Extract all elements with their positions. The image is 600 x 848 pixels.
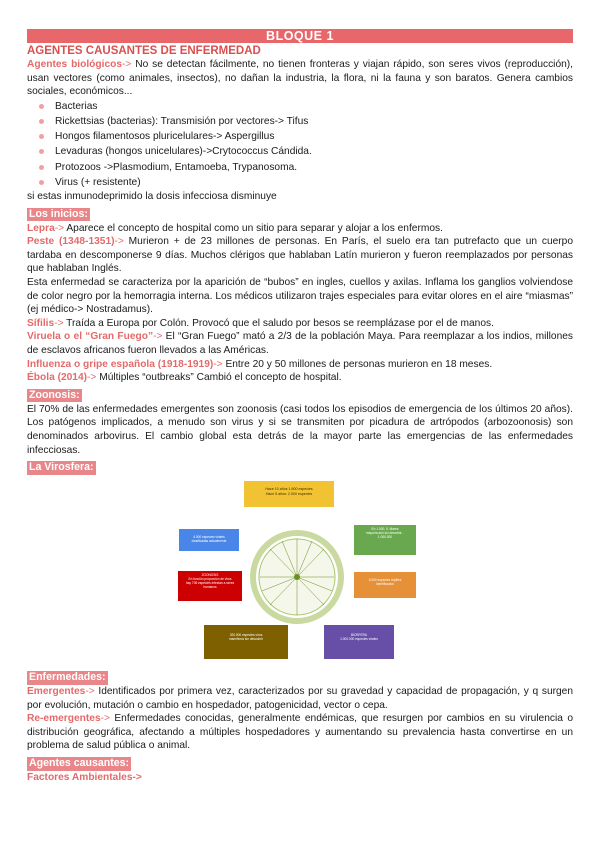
section-title-zoonosis: Zoonosis: <box>29 388 80 401</box>
entry-label: Factores Ambientales <box>27 772 133 784</box>
block-header: BLOQUE 1 <box>27 29 573 43</box>
entry-arrow: -> <box>213 358 223 370</box>
figure-box-text: 5.000 especies reptiles identificados <box>368 578 402 587</box>
entry-arrow: -> <box>85 686 95 698</box>
section-title-causantes: Agentes causantes: <box>29 757 130 770</box>
entry-sifilis <box>27 317 573 331</box>
section-title-virosfera: La Virosfera: <box>29 461 94 474</box>
entry-label: Viruela o el “Gran Fuego” <box>27 331 154 343</box>
figure-box-text: 4.000 especies virales clasificadas actualmente <box>191 535 227 544</box>
list-item: Levaduras (hongos unicelulares)->Crytococcus Cándida. <box>55 144 573 159</box>
entry-arrow: -> <box>100 713 110 725</box>
entry-arrow: -> <box>153 331 163 343</box>
main-heading: AGENTES CAUSANTES DE ENFERMEDAD <box>27 45 261 57</box>
list-item: Virus (+ resistente) <box>55 175 573 190</box>
entry-peste <box>27 235 573 276</box>
list-item: Bacterias <box>55 99 573 114</box>
figure-box-top <box>244 481 334 507</box>
entry-text: Múltiples “outbreaks” Cambió el concepto de hospital. <box>96 372 342 384</box>
figure-box-red <box>178 571 242 601</box>
entry-label: Ébola (2014) <box>27 372 88 384</box>
figure-box-purple <box>324 625 394 659</box>
entry-text: Identificados por primera vez, caracterizados por su gravedad y capacidad de propagación, y q surgen por evolución, mutación o cambio en hospedador, patogenicidad, vector o cepa. <box>27 686 573 711</box>
entry-arrow: -> <box>87 372 97 384</box>
entry-label: Peste (1348-1351) <box>27 236 115 248</box>
agentes-paragraph <box>27 58 573 99</box>
figure-box-text: ZOONOSIS En función proporción de virus hay 706 especies infectan a seres humanos <box>185 573 235 590</box>
agentes-label: Agentes biológicos <box>27 59 123 70</box>
entry-text: Traída a Europa por Colón. Provocó que el saludo por besos se reemplázase por el de manos. <box>63 317 494 329</box>
peste-extra: Esta enfermedad se caracteriza por la aparición de “bubos” en ingles, cuellos y axilas. Inflama los ganglios volviendose de color negro por la hemorragia interna. Los médicos utilizaron trajes especiales para evitar olores en el aire “miasmas” (ej médico-> Nostradamus). <box>27 276 573 316</box>
entry-arrow: -> <box>114 236 124 248</box>
figure-box-text: En 1.000, 5. Mares mayoría aún sin describir... 1.000.000 <box>365 527 405 540</box>
entry-label: Emergentes <box>27 686 86 698</box>
section-title-enfermedades: Enfermedades: <box>29 671 106 684</box>
virosphere-figure <box>174 479 420 661</box>
entry-label: Re-emergentes <box>27 713 101 725</box>
factores-ambientales <box>27 771 573 785</box>
entry-text: Enfermedades conocidas, generalmente endémicas, que resurgen por cambios en su virulencia o distribución geográfica, afectando a múltiples hospedadores y aumentando su prevalencia hasta convertirse en un problema de salud pública o animal. <box>27 713 573 752</box>
figure-box-olive <box>204 625 288 659</box>
list-item: Hongos filamentosos pluricelulares-> Aspergillus <box>55 129 573 144</box>
entry-arrow: -> <box>132 772 142 784</box>
entry-lepra <box>27 222 573 236</box>
figure-box-right-green <box>354 525 416 555</box>
entry-reemergentes <box>27 712 573 753</box>
entry-viruela <box>27 330 573 357</box>
figure-box-text: Hace 10 años 1.600 especies Hace 5 años: 2.000 especies <box>265 487 313 497</box>
entry-text: Aparece el concepto de hospital como un sitio para separar y alojar a los enfermos. <box>64 222 443 234</box>
section-title-inicios: Los inicios: <box>29 207 88 220</box>
entry-ebola <box>27 371 573 385</box>
agentes-list <box>27 99 573 190</box>
list-item: Protozoos ->Plasmodium, Entamoeba, Trypanosoma. <box>55 160 573 175</box>
figure-box-left <box>179 529 239 551</box>
entry-emergentes <box>27 685 573 712</box>
entry-label: Sífilis <box>27 317 55 329</box>
tree-root <box>294 574 300 580</box>
entry-arrow: -> <box>54 317 64 329</box>
agentes-arrow: -> <box>122 59 132 70</box>
agentes-text: No se detectan fácilmente, no tienen fronteras y viajan rápido, son seres vivos (reproducción), usan vectores (como animales, insectos), no dañan la industria, la flora, ni la fauna y son baratos. Genera cambios sociales, económicos... <box>27 59 573 98</box>
entry-influenza <box>27 358 573 372</box>
entry-arrow: -> <box>54 222 65 234</box>
zoonosis-text: El 70% de las enfermedades emergentes son zoonosis (casi todos los episodios de emergencia de los últimos 20 años). Los patógenos implicados, a menudo son virus y si se transmiten por picadura de artrópodos (arbozoonosis) son denominados arbovirus. El cambio global esta detrás de la mayor parte las emergencias de las enfermedades infecciosas. <box>27 403 573 456</box>
figure-box-orange <box>354 572 416 598</box>
entry-text: El “Gran Fuego” mató a 2/3 de la población Maya. Para reemplazar a los indios, millones de esclavos africanos fueron llevados a las Américas. <box>27 331 573 356</box>
figure-box-text: BIOSFERA 1.000.000 especies virales <box>340 633 378 642</box>
entry-label: Influenza o gripe española (1918-1919) <box>27 358 214 370</box>
agentes-closing: si estas inmunodeprimido la dosis infecciosa disminuye <box>27 191 277 202</box>
entry-text: Murieron + de 23 millones de personas. En París, el suelo era tan putrefacto que un cuerpo tardaba en descomponerse 9 días. Muchos clérigos que hablaban Latín murieron y fueron reemplazados por personas que hablaban Inglés. <box>27 236 573 275</box>
figure-box-text: 320.000 especies virus mamíferos sin descubrir <box>228 633 263 642</box>
list-item: Rickettsias (bacterias): Transmisión por vectores-> Tifus <box>55 114 573 129</box>
document-page <box>27 29 573 785</box>
entry-text: Entre 20 y 50 millones de personas murieron en 18 meses. <box>222 358 493 370</box>
entry-label: Lepra <box>27 222 55 234</box>
